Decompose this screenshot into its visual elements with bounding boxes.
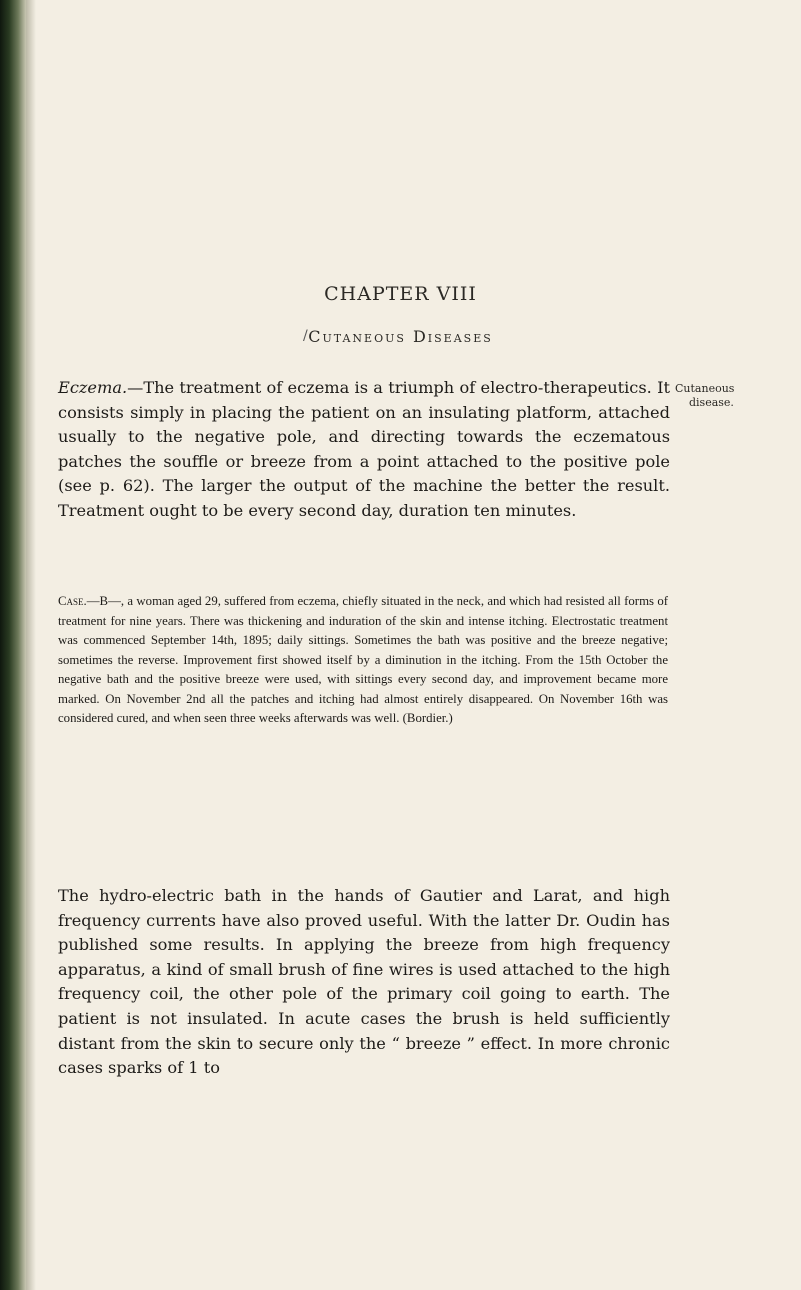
margin-note-line1: Cutaneous — [675, 382, 735, 395]
section-title: Cutaneous Diseases — [308, 327, 493, 346]
book-gutter-edge — [26, 0, 36, 1290]
paragraph-text: The hydro-electric bath in the hands of Gautier and Larat, and high frequency currents have also proved useful. With the latter Dr. Oudin has published some results. In applying the breeze from high frequency apparatus, a kind of small brush of fine wires is used attached to the high frequency coil, the other pole of the primary coil going to earth. The patient is not insulated. In acute cases the brush is held sufficiently distant from the skin to secure only the “ breeze ” effect. In more chronic cases sparks of 1 to — [58, 886, 670, 1078]
margin-tick-mark: / — [303, 328, 308, 344]
paragraph-eczema — [58, 376, 670, 523]
chapter-title: CHAPTER VIII — [324, 283, 477, 305]
paragraph-lead: Eczema. — [58, 378, 128, 397]
paragraph-hydro-electric — [58, 884, 670, 1081]
case-label: Case. — [58, 594, 87, 608]
book-spine-shadow — [0, 0, 26, 1290]
case-text: —B—, a woman aged 29, suffered from eczema, chiefly situated in the neck, and which had resisted all forms of treatment for nine years. There was thickening and induration of the skin and intense itching. Electrostatic treatment was commenced September 14th, 1895; daily sittings. Sometimes the bath was positive and the breeze negative; sometimes the reverse. Improvement first showed itself by a diminution in the itching. From the 15th October the negative bath and the positive breeze were used, with sittings every second day, and improvement became more marked. On November 2nd all the patches and itching had almost entirely disappeared. On November 16th was considered cured, and when seen three weeks afterwards was well. (Bordier.) — [58, 594, 668, 725]
case-report — [58, 592, 668, 729]
margin-note-line2: disease. — [689, 396, 734, 409]
margin-note — [675, 382, 765, 410]
paragraph-text: —The treatment of eczema is a triumph of electro-therapeutics. It consists simply in placing the patient on an insulating platform, attached usually to the negative pole, and directing towards the eczematous patches the souffle or breeze from a point attached to the positive pole (see p. 62). The larger the output of the machine the better the result. Treatment ought to be every second day, duration ten minutes. — [58, 378, 670, 520]
